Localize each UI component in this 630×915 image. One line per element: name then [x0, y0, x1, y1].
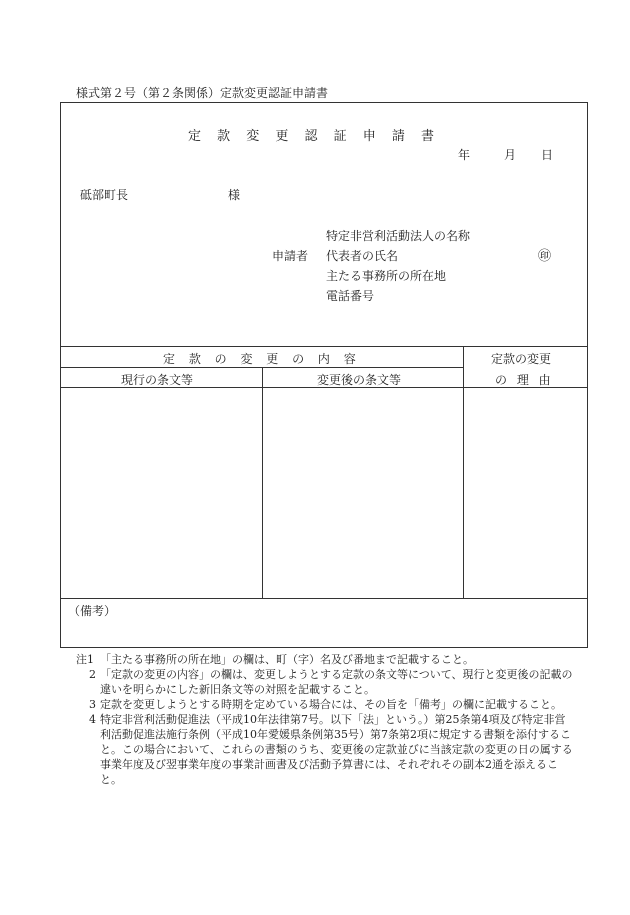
current-articles-cell — [61, 388, 261, 597]
applicant-label: 申請者 — [272, 249, 309, 263]
header-current-articles: 現行の条文等 — [121, 373, 194, 387]
applicant-org-name-label: 特定非営利活動法人の名称 — [326, 229, 471, 243]
note-number: 3 — [89, 698, 96, 711]
notes-section — [76, 652, 576, 787]
changed-articles-cell — [263, 388, 462, 597]
note-text: 「主たる事務所の所在地」の欄は、町（字）名及び番地まで記載すること。 — [100, 653, 474, 666]
addressee-name: 砥部町長 — [80, 188, 129, 202]
form-label: 様式第２号（第２条関係）定款変更認証申請書 — [76, 86, 329, 100]
note-number: 4 — [89, 713, 96, 726]
header-change-reason-line1: 定款の変更 — [491, 352, 552, 366]
note-item — [76, 697, 576, 712]
table-top-border — [60, 346, 588, 347]
header-changed-articles: 変更後の条文等 — [317, 373, 402, 387]
addressee-honorific: 様 — [228, 188, 241, 202]
date-month-label: 月 — [504, 148, 517, 162]
seal-mark: ㊞ — [538, 249, 552, 264]
note-number: 2 — [89, 668, 96, 681]
note-item — [76, 667, 576, 697]
header-change-reason-line2: の 理 由 — [495, 373, 554, 387]
applicant-phone-label: 電話番号 — [326, 289, 375, 303]
remarks-label: （備考） — [68, 604, 117, 618]
change-reason-cell — [464, 388, 587, 597]
note-number: 注1 — [76, 653, 94, 666]
note-item — [76, 712, 576, 787]
header-change-content: 定 款 の 変 更 の 内 容 — [163, 352, 361, 366]
note-item — [76, 652, 576, 667]
note-text: 「定款の変更の内容」の欄は、変更しようとする定款の条文等について、現行と変更後の記載の違いを明らかにした新旧条文等の対照を記載すること。 — [100, 668, 573, 696]
applicant-representative-label: 代表者の氏名 — [326, 249, 399, 263]
note-text: 特定非営利活動促進法（平成10年法律第7号。以下「法」という。）第25条第4項及び特定非営利活動促進法施行条例（平成10年愛媛県条例第35号）第7条第2項に規定する書類を添付すること。この場合において、これらの書類のうち、変更後の定款並びに当該定款の変更の日の属する事業年度及び翌事業年度の事業計画書及び活動予算書には、それぞれその副本2通を添えること。 — [100, 713, 573, 786]
date-year-label: 年 — [458, 148, 471, 162]
note-text: 定款を変更しようとする時期を定めている場合には、その旨を「備考」の欄に記載すること。 — [100, 698, 562, 711]
table-bottom-border — [60, 598, 588, 599]
date-day-label: 日 — [541, 148, 554, 162]
applicant-office-address-label: 主たる事務所の所在地 — [326, 269, 447, 283]
form-title: 定 款 変 更 認 証 申 請 書 — [188, 129, 441, 144]
